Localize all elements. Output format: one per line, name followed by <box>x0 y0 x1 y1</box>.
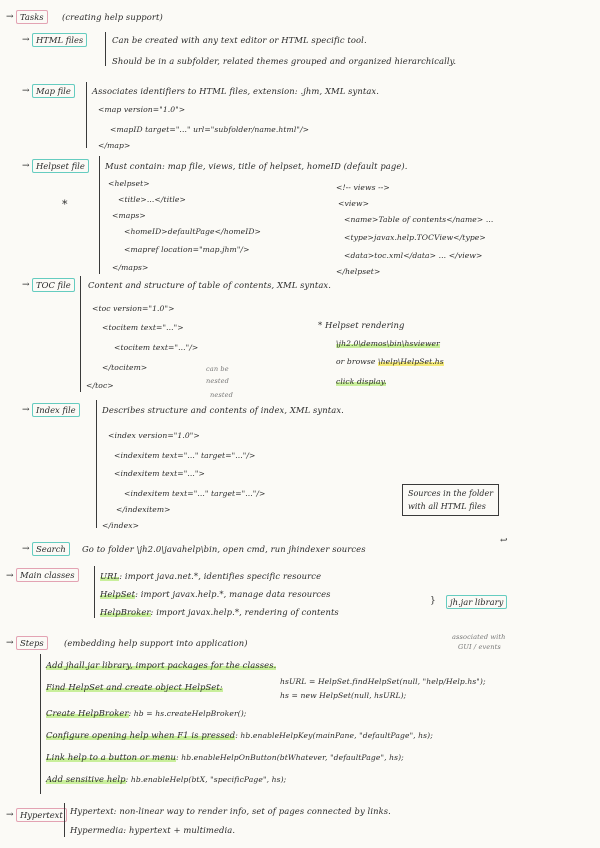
bracket-bar <box>105 32 106 66</box>
html-files-label: HTML files <box>32 33 87 47</box>
sources-note <box>402 484 499 516</box>
search-text: Go to folder \jh2.0\javahelp\bin, open cmd, run jhindexer sources <box>82 544 366 554</box>
sources-note-line2: with all HTML files <box>408 502 486 511</box>
step-5-code: : hb.enableHelpOnButton(btWhatever, "defaultPage", hs); <box>176 753 404 762</box>
class-name-helpset: HelpSet <box>100 589 136 599</box>
helpset-code-r4: <data>toc.xml</data> ... </view> <box>344 251 483 260</box>
index-code-1: <indexitem text="..." target="..."/> <box>114 451 256 460</box>
step-3-text: Create HelpBroker <box>46 708 129 718</box>
step-6-code: : hb.enableHelp(btX, "specificPage", hs); <box>125 775 287 784</box>
helpset-file-label: Helpset file <box>32 159 89 173</box>
helpset-code-l5: </maps> <box>112 263 149 272</box>
step-2 <box>46 682 223 693</box>
index-code-2: <indexitem text="..."> <box>114 469 205 478</box>
arrow-icon: → <box>6 12 14 22</box>
toc-code-1: <tocitem text="..."> <box>102 323 184 332</box>
step-3-code: : hb = hs.createHelpBroker(); <box>128 709 247 718</box>
step-5 <box>46 752 404 763</box>
class-row-url <box>100 571 321 582</box>
helpset-code-l2: <maps> <box>112 211 146 220</box>
arrow-icon: → <box>6 638 14 648</box>
main-classes-label: Main classes <box>16 568 79 582</box>
class-name-helpbroker: HelpBroker <box>100 607 151 617</box>
steps-subtitle: (embedding help support into application) <box>64 638 248 648</box>
steps-side-note-1: associated with <box>452 633 506 641</box>
index-file-desc: Describes structure and contents of index, XML syntax. <box>102 405 344 415</box>
map-code-2: <mapID target="..." url="subfolder/name.html"/> <box>110 125 310 134</box>
class-row-helpbroker <box>100 607 339 618</box>
rendering-line1: \jh2.0\demos\bin\hsviewer <box>336 339 440 348</box>
step-2-code-2: hs = new HelpSet(null, hsURL); <box>280 691 407 700</box>
curved-arrow-icon: ↩ <box>500 536 508 546</box>
bracket-bar <box>94 566 95 618</box>
html-files-line2: Should be in a subfolder, related themes grouped and organized hierarchically. <box>112 56 457 66</box>
helpset-code-r5: </helpset> <box>336 267 381 276</box>
arrow-icon: → <box>22 35 30 45</box>
jh-jar-library-label: jh.jar library <box>446 595 507 609</box>
arrow-icon: → <box>22 544 30 554</box>
rendering-line3: click display. <box>336 377 387 386</box>
toc-code-4: </toc> <box>86 381 114 390</box>
bracket-bar <box>80 276 81 392</box>
arrow-icon: → <box>6 810 14 820</box>
toc-grey-note-2: nested <box>206 377 229 385</box>
helpset-file-desc: Must contain: map file, views, title of helpset, homeID (default page). <box>105 161 408 171</box>
rendering-line2-path: \help\HelpSet.hs <box>378 357 444 366</box>
class-desc-helpset: : import javax.help.*, manage data resources <box>135 589 331 599</box>
arrow-icon: → <box>22 86 30 96</box>
bracket-bar <box>86 82 87 148</box>
index-code-3: <indexitem text="..." target="..."/> <box>124 489 266 498</box>
hypertext-line1: Hypertext: non-linear way to render info, set of pages connected by links. <box>70 806 391 816</box>
class-desc-helpbroker: : import javax.help.*, rendering of contents <box>150 607 339 617</box>
step-1 <box>46 660 276 671</box>
step-4 <box>46 730 433 741</box>
class-name-url: URL <box>100 571 120 581</box>
index-code-0: <index version="1.0"> <box>108 431 200 440</box>
toc-code-3: </tocitem> <box>102 363 148 372</box>
bracket-bar <box>99 156 100 274</box>
hypertext-line2: Hypermedia: hypertext + multimedia. <box>70 825 236 835</box>
sources-note-line1: Sources in the folder <box>408 489 494 498</box>
index-file-label: Index file <box>32 403 80 417</box>
helpset-code-r3: <type>javax.help.TOCView</type> <box>344 233 486 242</box>
helpset-code-l0: <helpset> <box>108 179 150 188</box>
rendering-line2 <box>336 356 444 367</box>
rendering-line2-prefix: or browse <box>336 357 376 366</box>
toc-grey-note-1: can be <box>206 365 229 373</box>
hypertext-label: Hypertext <box>16 808 67 822</box>
tasks-heading: Tasks <box>16 10 48 24</box>
step-2-text: Find HelpSet and create object HelpSet: <box>46 682 223 692</box>
map-code-3: </map> <box>98 141 131 150</box>
arrow-icon: → <box>22 405 30 415</box>
search-label: Search <box>32 542 70 556</box>
arrow-icon: → <box>22 280 30 290</box>
map-file-desc: Associates identifiers to HTML files, extension: .jhm, XML syntax. <box>92 86 379 96</box>
helpset-code-r1: <view> <box>338 199 370 208</box>
helpset-code-l3: <homeID>defaultPage</homeID> <box>124 227 262 236</box>
bracket-bar <box>64 803 65 837</box>
step-1-text: Add jhall.jar library, import packages for the classes. <box>46 660 277 670</box>
bracket-bar <box>40 654 41 794</box>
step-6 <box>46 774 286 785</box>
toc-file-desc: Content and structure of table of contents, XML syntax. <box>88 280 332 290</box>
class-desc-url: : import java.net.*, identifies specific resource <box>119 571 322 581</box>
arrow-icon: → <box>22 161 30 171</box>
class-row-helpset <box>100 589 331 600</box>
steps-label: Steps <box>16 636 48 650</box>
step-6-text: Add sensitive help <box>46 774 126 784</box>
step-5-text: Link help to a button or menu <box>46 752 177 762</box>
step-4-code: : hb.enableHelpKey(mainPane, "defaultPage", hs); <box>235 731 433 740</box>
tasks-subtitle: (creating help support) <box>62 12 163 22</box>
toc-code-2: <tocitem text="..."/> <box>114 343 199 352</box>
helpset-code-l4: <mapref location="map.jhm"/> <box>124 245 250 254</box>
step-4-text: Configure opening help when F1 is pressed <box>46 730 236 740</box>
toc-file-label: TOC file <box>32 278 75 292</box>
arrow-icon: → <box>6 571 14 581</box>
toc-grey-note-3: nested <box>210 391 233 399</box>
helpset-code-r2: <name>Table of contents</name> ... <box>344 215 494 224</box>
asterisk-icon: * <box>62 198 68 211</box>
index-code-5: </index> <box>102 521 140 530</box>
rendering-title: * Helpset rendering <box>318 320 405 330</box>
step-3 <box>46 708 246 719</box>
map-file-label: Map file <box>32 84 75 98</box>
helpset-code-r0: <!-- views --> <box>336 183 390 192</box>
steps-side-note-2: GUI / events <box>458 643 501 651</box>
map-code-1: <map version="1.0"> <box>98 105 186 114</box>
bracket-bar <box>96 400 97 528</box>
toc-code-0: <toc version="1.0"> <box>92 304 175 313</box>
step-2-code-1: hsURL = HelpSet.findHelpSet(null, "help/Help.hs"); <box>280 677 486 686</box>
index-code-4: </indexitem> <box>116 505 171 514</box>
helpset-code-l1: <title>...</title> <box>118 195 186 204</box>
html-files-line1: Can be created with any text editor or HTML specific tool. <box>112 35 367 45</box>
brace-icon: } <box>430 596 436 606</box>
